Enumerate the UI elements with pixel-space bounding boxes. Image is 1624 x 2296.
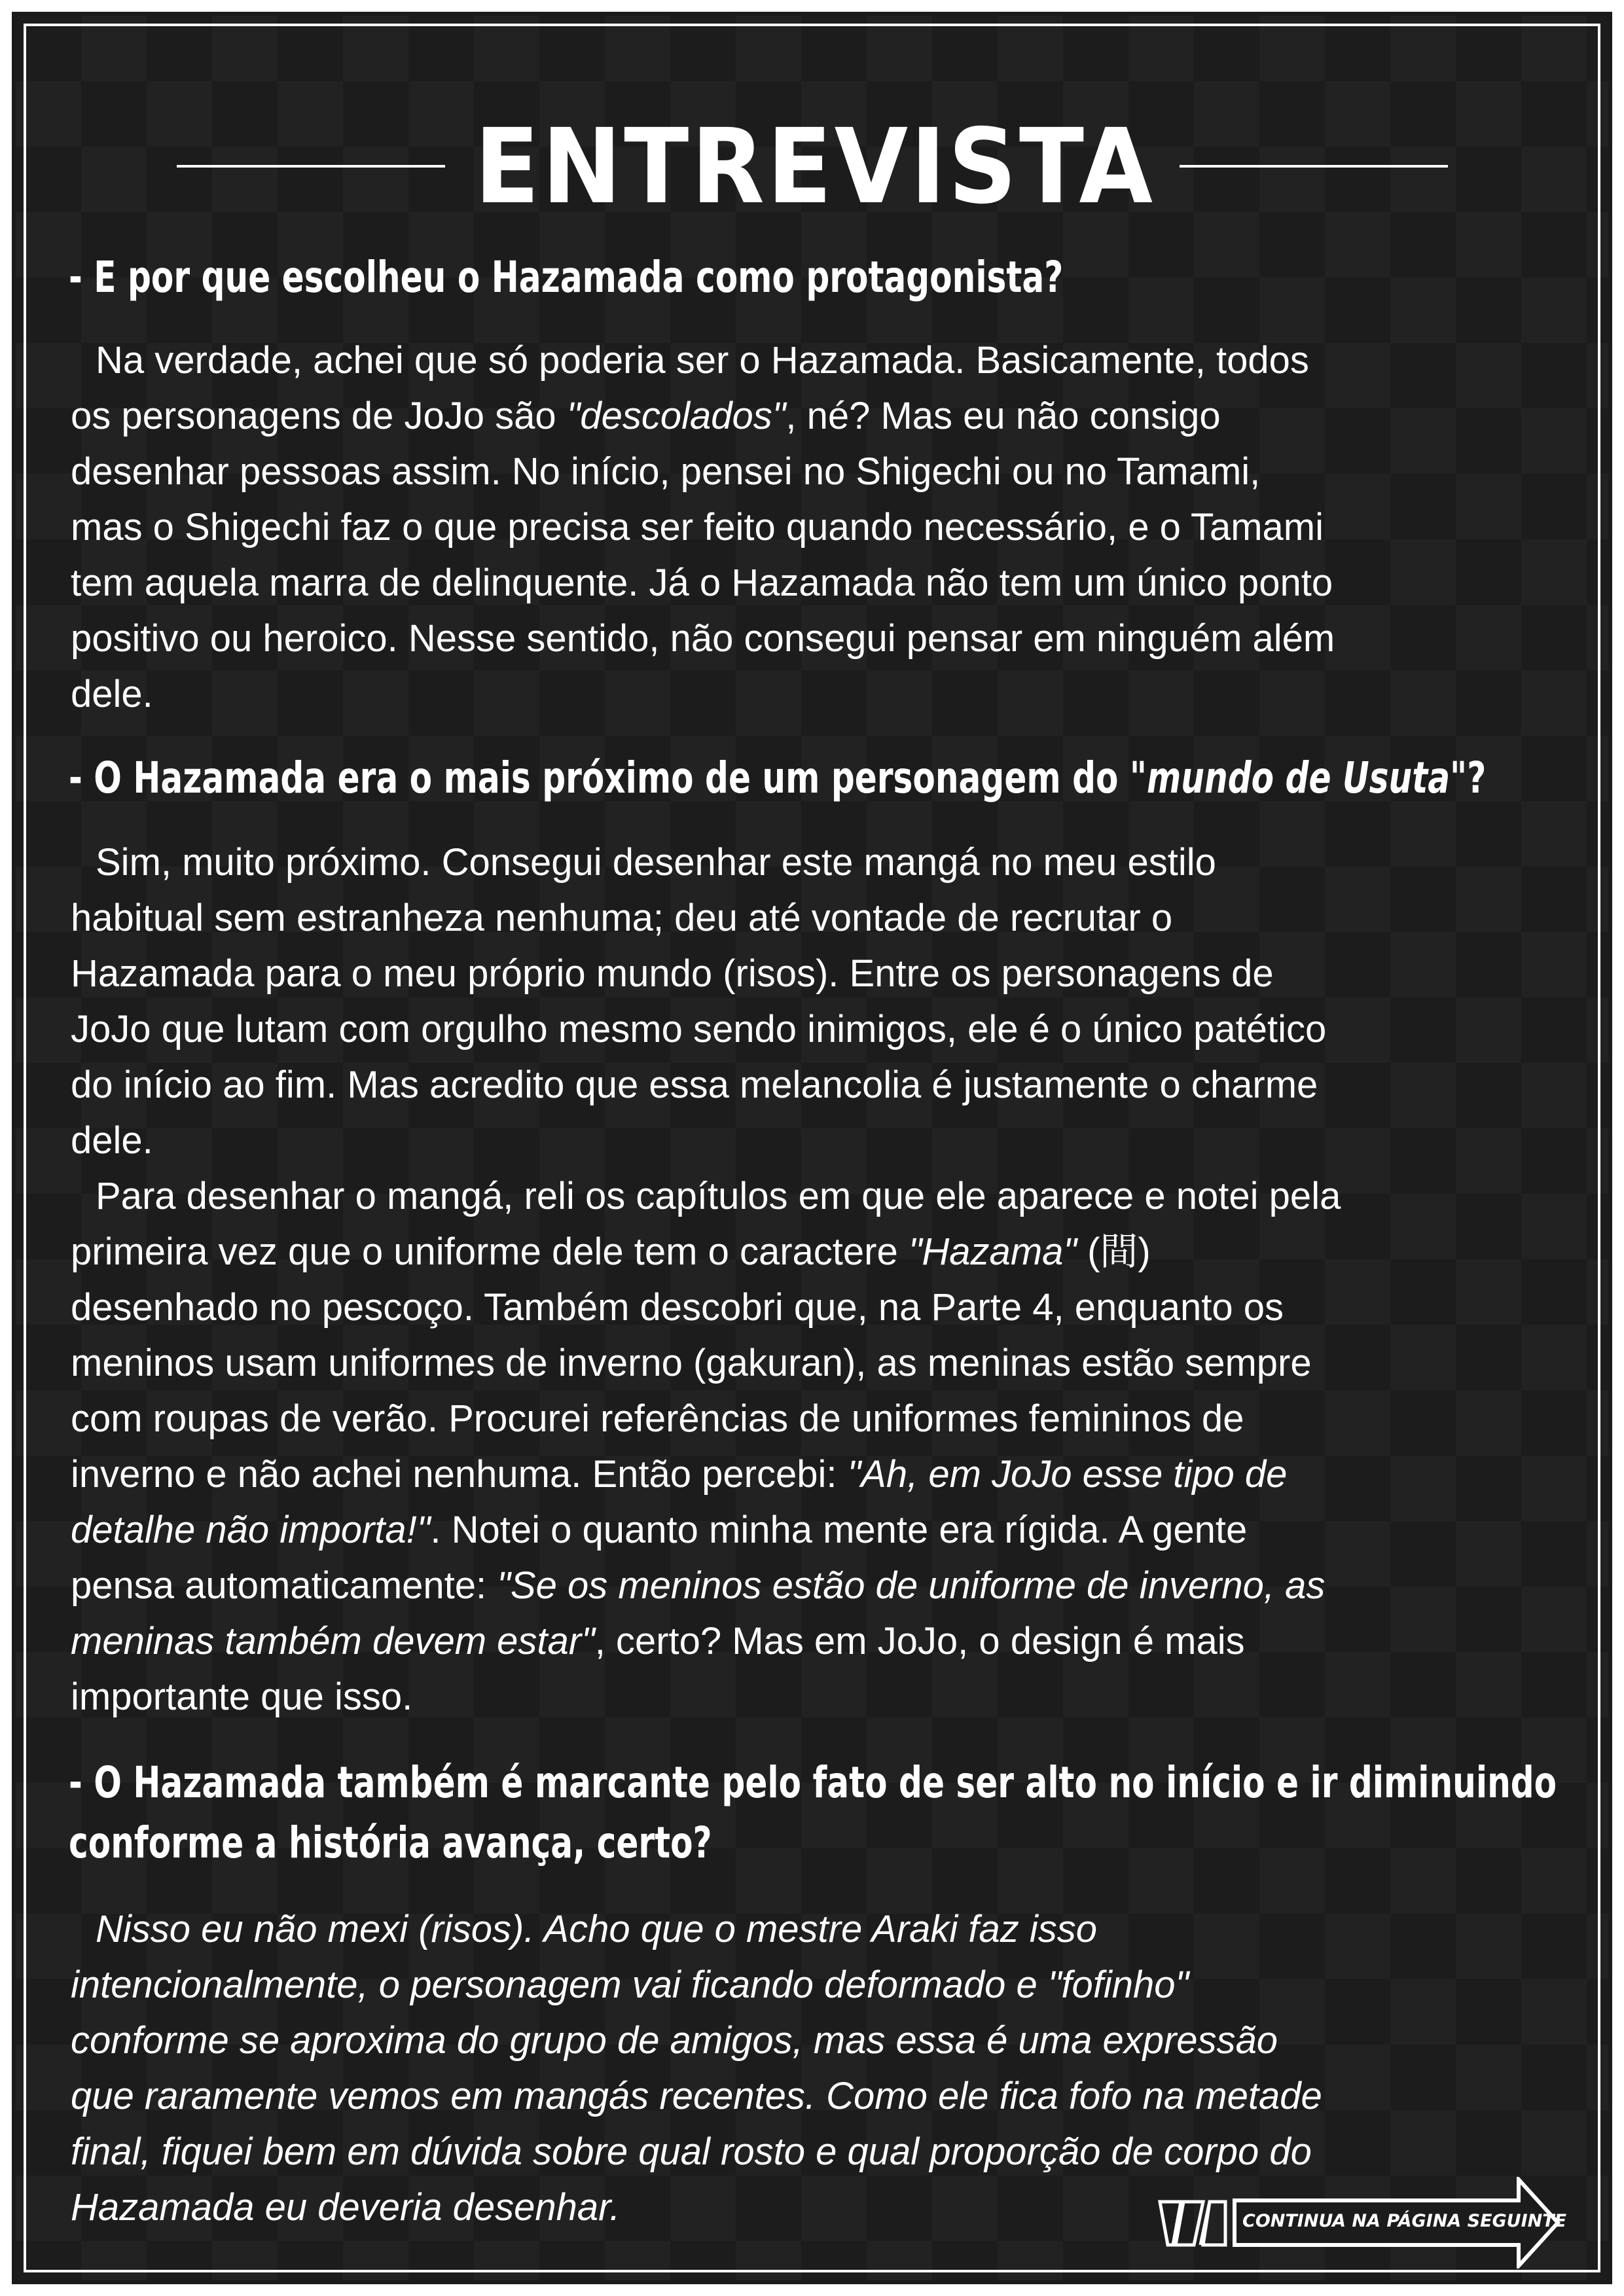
text-span: , né? Mas eu não consigo [785, 395, 1221, 437]
answer-2-line [71, 1613, 1576, 1669]
answer-1-line: dele. [71, 673, 153, 715]
answer-2-line [71, 1502, 1576, 1558]
emphasis-span: "descolados" [566, 395, 786, 437]
question-3-line: - O Hazamada também é marcante pelo fato de ser alto no início e ir diminuindo [69, 1757, 1557, 1808]
title-rule-right [1180, 165, 1448, 168]
question-3-line: conforme a história avança, certo? [69, 1818, 712, 1868]
title-rule-left [177, 165, 445, 168]
answer-2-line: importante que isso. [71, 1676, 413, 1718]
answer-2-line: desenhado no pescoço. Também descobri que, na Parte 4, enquanto os [71, 1286, 1284, 1329]
answer-3-line: final, fiquei bem em dúvida sobre qual rosto e qual proporção de corpo do [71, 2130, 1312, 2173]
question-1: - E por que escolheu o Hazamada como protagonista? [69, 252, 1064, 302]
page-title: ENTREVISTA [474, 107, 1155, 227]
answer-2-line [71, 1224, 1576, 1280]
answer-2-line: JoJo que lutam com orgulho mesmo sendo inimigos, ele é o único patético [71, 1008, 1327, 1050]
emphasis-span: meninas também devem estar" [71, 1620, 595, 1662]
text-span: primeira vez que o uniforme dele tem o caractere [71, 1230, 909, 1273]
emphasis-span: "Hazama" [908, 1230, 1077, 1273]
text-span: inverno e não achei nenhuma. Então percebi: [71, 1453, 848, 1496]
answer-1-line: mas o Shigechi faz o que precisa ser feito quando necessário, e o Tamami [71, 506, 1324, 548]
answer-2-line: dele. [71, 1119, 153, 1162]
answer-2-line [71, 1446, 1576, 1502]
text-span: os personagens de JoJo são [71, 395, 567, 437]
answer-2-line: meninos usam uniformes de inverno (gakuran), as meninas estão sempre [71, 1342, 1312, 1384]
answer-2-line [71, 1558, 1576, 1613]
answer-2-line [71, 1168, 1576, 1224]
answer-2-line: habitual sem estranheza nenhuma; deu até vontade de recrutar o [71, 897, 1173, 939]
answer-1-line: desenhar pessoas assim. No início, pensei no Shigechi ou no Tamami, [71, 450, 1261, 493]
text-span: Nisso eu não mexi (risos). Acho que o mestre Araki faz isso [96, 1908, 1098, 1950]
emphasis-span: detalhe não importa!" [71, 1509, 431, 1551]
text-span: - O Hazamada era o mais próximo de um personagem do [69, 753, 1130, 803]
answer-3-line: conforme se aproxima do grupo de amigos, mas essa é uma expressão [71, 2019, 1278, 2062]
continue-label: CONTINUA NA PÁGINA SEGUINTE [1242, 2211, 1567, 2231]
answer-3-line: intencionalmente, o personagem vai ficando deformado e "fofinho" [71, 1964, 1189, 2006]
answer-2-line: Hazamada para o meu próprio mundo (risos). Entre os personagens de [71, 952, 1274, 995]
answer-2-line [71, 834, 1576, 890]
answer-1-line: tem aquela marra de delinquente. Já o Hazamada não tem um único ponto [71, 562, 1333, 604]
text-span: . Notei o quanto minha mente era rígida. A gente [430, 1509, 1248, 1551]
answer-1-line [71, 388, 1576, 444]
answer-1-line [71, 332, 1576, 388]
text-span: pensa automaticamente: [71, 1564, 497, 1607]
text-span: Sim, muito próximo. Consegui desenhar este mangá no meu estilo [96, 841, 1216, 884]
emphasis-span: "mundo de Usuta" [1129, 753, 1468, 803]
text-span: ? [1467, 753, 1487, 803]
answer-3-line: que raramente vemos em mangás recentes. Como ele fica fofo na metade [71, 2075, 1322, 2117]
answer-3-line [71, 1901, 1576, 1957]
answer-2-line: do início ao fim. Mas acredito que essa melancolia é justamente o charme [71, 1064, 1318, 1106]
answer-2-line: com roupas de verão. Procurei referências de uniformes femininos de [71, 1397, 1244, 1440]
answer-3-line: Hazamada eu deveria desenhar. [71, 2186, 621, 2229]
text-span: Para desenhar o mangá, reli os capítulos em que ele aparece e notei pela [96, 1175, 1341, 1217]
emphasis-span: "Se os meninos estão de uniforme de inverno, as [497, 1564, 1326, 1607]
emphasis-span: "Ah, em JoJo esse tipo de [847, 1453, 1288, 1496]
answer-1-line: positivo ou heroico. Nesse sentido, não consegui pensar em ninguém além [71, 617, 1335, 660]
continue-next-page[interactable] [1157, 2177, 1567, 2269]
text-span: Na verdade, achei que só poderia ser o Hazamada. Basicamente, todos [96, 339, 1309, 382]
text-span: (間) [1076, 1230, 1151, 1273]
text-span: , certo? Mas em JoJo, o design é mais [594, 1620, 1245, 1662]
question-2 [69, 748, 1487, 808]
publisher-logo-icon [1157, 2199, 1228, 2248]
